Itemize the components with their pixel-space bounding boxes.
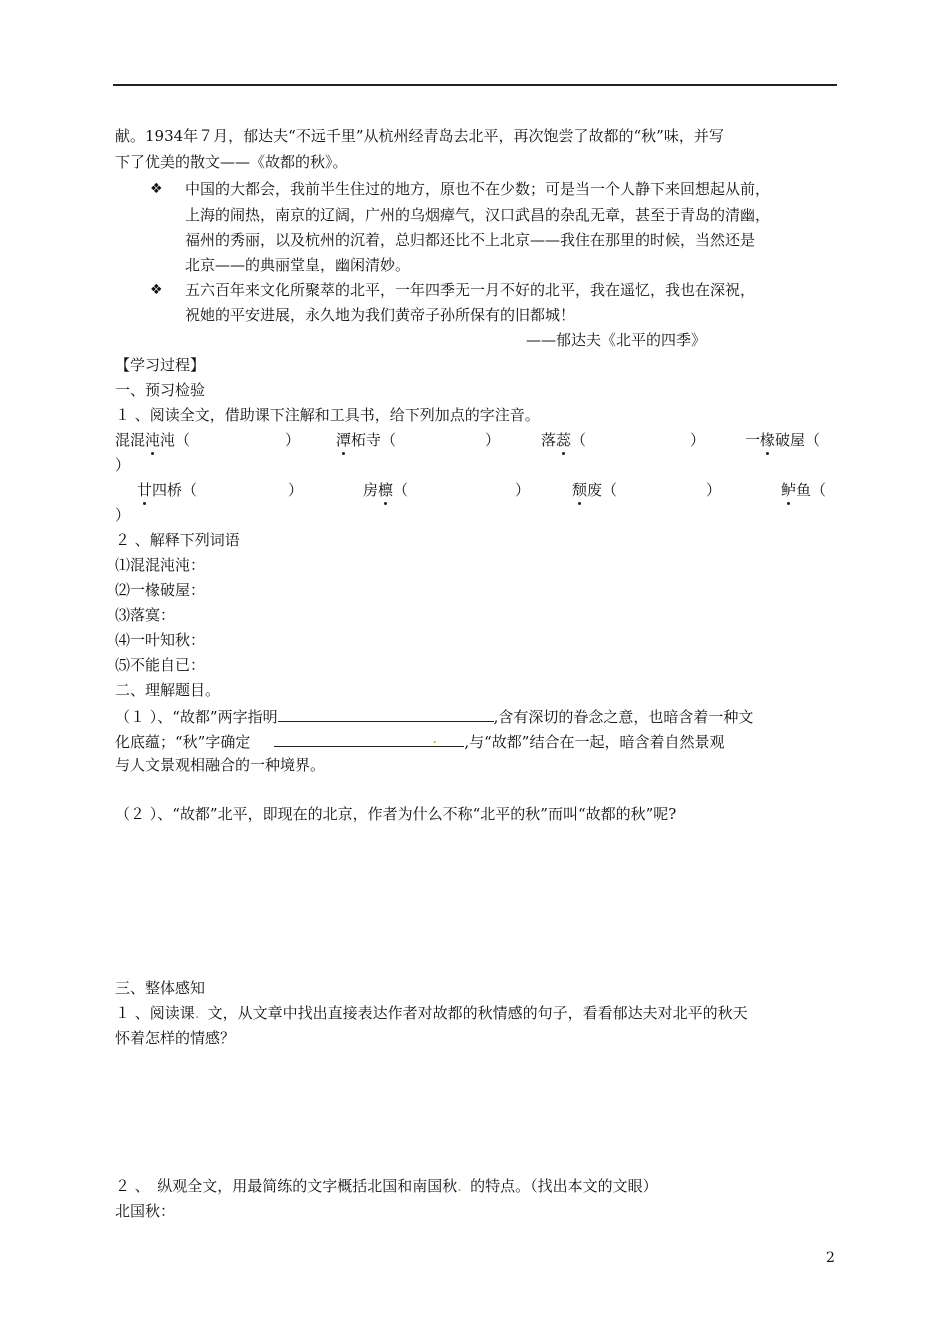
part3-q2: ２ 、 纵观全文，用最简练的文字概括北国和南国秋. 的特点。（找出本文的文眼）	[115, 1177, 658, 1195]
answer-blank[interactable]	[278, 705, 494, 722]
pinyin-close: ）	[285, 431, 301, 449]
pinyin-close: ）	[690, 431, 706, 449]
part3-title: 三、整体感知	[115, 979, 206, 997]
pinyin-close: ）	[115, 506, 131, 524]
pinyin-item: 潭柘寺（	[336, 431, 397, 449]
dotted-char: 沌	[145, 431, 161, 449]
yellow-mark: .	[194, 1004, 200, 1022]
quote1-line-2: 上海的闹热，南京的辽阔，广州的乌烟瘴气，汉口武昌的杂乱无章，甚至于青岛的清幽，	[185, 206, 771, 224]
pinyin-item: 落蕊（	[541, 431, 587, 449]
pinyin-item: 鲈鱼（	[781, 481, 827, 499]
dotted-char: 蕊	[556, 431, 572, 449]
header-rule	[113, 84, 837, 86]
pinyin-close: ）	[115, 456, 131, 474]
quote2-line-2: 祝她的平安进展，永久地为我们黄帝子孙所保有的旧都城！	[185, 306, 576, 324]
answer-blank[interactable]	[274, 730, 464, 747]
part2-q1-line-1: （１ ）、“故都”两字指明 ,含有深切的眷念之意，也暗含着一种文	[115, 705, 753, 727]
pinyin-close: ）	[288, 481, 304, 499]
term-item: ⑴混混沌沌：	[115, 556, 206, 574]
intro-line-1: 献。1934年７月，郁达夫“不远千里”从杭州经青岛去北平，再次饱尝了故都的“秋”味，并写	[115, 127, 724, 145]
pinyin-item: 房檩（	[363, 481, 409, 499]
quote1-line-4: 北京——的典丽堂皇，幽闲清妙。	[185, 256, 411, 274]
dotted-char: 椽	[760, 431, 776, 449]
pinyin-item: 混混沌沌（	[115, 431, 191, 449]
page-number: 2	[826, 1250, 835, 1266]
quote2-line-1: 五六百年来文化所聚萃的北平，一年四季无一月不好的北平，我在遥忆，我也在深祝，	[185, 281, 756, 299]
dotted-char: 潭	[336, 431, 352, 449]
pinyin-close: ）	[515, 481, 531, 499]
dotted-char: 檩	[378, 481, 394, 499]
dotted-char: 鲈	[781, 481, 797, 499]
term-item: ⑵一椽破屋：	[115, 581, 206, 599]
yellow-mark: .	[432, 729, 438, 747]
pinyin-item: 颓废（	[572, 481, 618, 499]
section-learning-title: 【学习过程】	[115, 356, 206, 374]
yellow-mark: .	[457, 1177, 463, 1195]
term-item: ⑸不能自已：	[115, 656, 206, 674]
part2-q1-line-2: 化底蕴；“秋”字确定 . ,与“故都”结合在一起，暗含着自然景观	[115, 729, 725, 751]
part1-title: 一、预习检验	[115, 381, 206, 399]
pinyin-item: 廿四桥（	[137, 481, 198, 499]
part1-q1: １ 、阅读全文，借助课下注解和工具书，给下列加点的字注音。	[115, 406, 540, 424]
north-autumn-label: 北国秋：	[115, 1202, 176, 1220]
quote1-line-3: 福州的秀丽，以及杭州的沉着，总归都还比不上北京——我住在那里的时候，当然还是	[185, 231, 756, 249]
term-item: ⑷一叶知秋：	[115, 631, 206, 649]
part1-q2: ２ 、解释下列词语	[115, 531, 240, 549]
part2-title: 二、理解题目。	[115, 681, 221, 699]
quote1-line-1: 中国的大都会，我前半生住过的地方，原也不在少数；可是当一个人静下来回想起从前，	[185, 180, 771, 198]
bullet-icon: ❖	[150, 181, 163, 197]
pinyin-close: ）	[706, 481, 722, 499]
part2-q1-line-3: 与人文景观相融合的一种境界。	[115, 756, 326, 774]
part2-q2: （２ ）、“故都”北平，即现在的北京，作者为什么不称“北平的秋”而叫“故都的秋”呢?	[115, 805, 677, 823]
intro-line-2: 下了优美的散文——《故都的秋》。	[115, 153, 348, 171]
dotted-char: 廿	[137, 481, 153, 499]
part3-q1-line-1: １ 、阅读课. 文，从文章中找出直接表达作者对故都的秋情感的句子，看看郁达夫对北平的秋天	[115, 1004, 748, 1022]
dotted-char: 颓	[572, 481, 588, 499]
quote-attribution: ——郁达夫《北平的四季》	[526, 331, 707, 349]
pinyin-item: 一椽破屋（	[745, 431, 821, 449]
term-item: ⑶落寞：	[115, 606, 176, 624]
part3-q1-line-2: 怀着怎样的情感？	[115, 1029, 236, 1047]
bullet-icon: ❖	[150, 282, 163, 298]
pinyin-close: ）	[485, 431, 501, 449]
